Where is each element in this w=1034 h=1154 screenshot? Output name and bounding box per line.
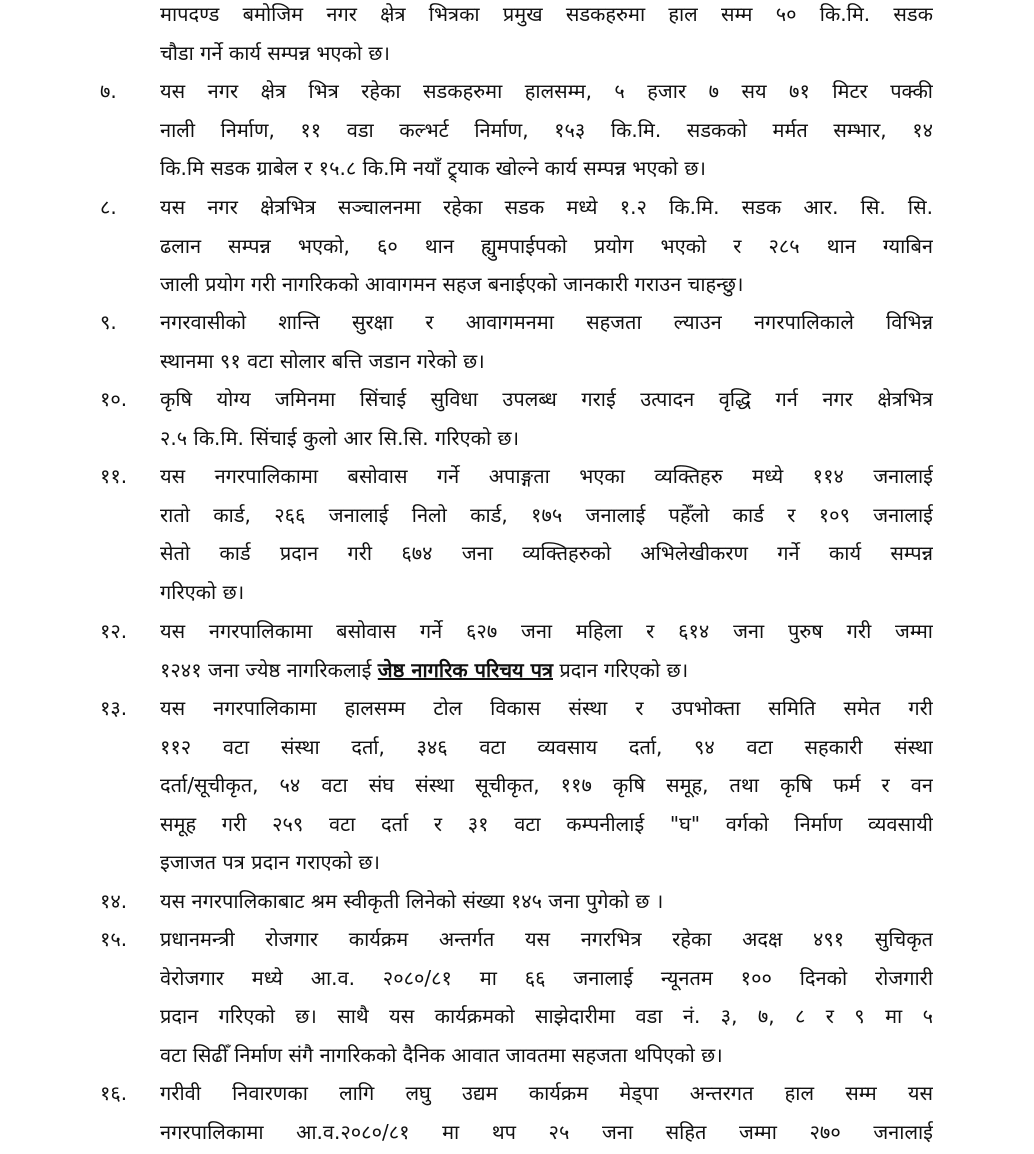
paragraph-text: [160, 1074, 933, 1151]
text-line: नगरपालिकामा आ.व.२०८०/८१ मा थप २५ जना सहित जम्मा २७० जनालाई: [160, 1119, 933, 1144]
paragraph-text: [160, 882, 933, 921]
paragraph-number: १२.: [100, 619, 128, 643]
text-line: २.५ कि.मि. सिंचाई कुलो आर सि.सि. गरिएको छ।: [160, 425, 520, 450]
text-line: प्रधानमन्त्री रोजगार कार्यक्रम अन्तर्गत यस नगरभित्र रहेका अदक्ष ४९१ सुचिकृत: [160, 927, 933, 951]
text-line: नाली निर्माण, ११ वडा कल्भर्ट निर्माण, १५३ कि.मि. सडकको मर्मत सम्भार, १४: [160, 117, 933, 142]
text-line: यस नगरपालिकाबाट श्रम स्वीकृती लिनेको संख्या १४५ जना पुगेको छ ।: [160, 889, 664, 913]
text-line: गरिएको छ।: [160, 579, 245, 604]
paragraph-number: १५.: [100, 927, 128, 951]
paragraph-text: [160, 0, 933, 72]
text-line: नगरवासीको शान्ति सुरक्षा र आवागमनमा सहजता ल्याउन नगरपालिकाले विभिन्न: [160, 310, 933, 334]
paragraph-number: ८.: [100, 195, 117, 219]
paragraph-text: [160, 303, 933, 380]
text-line: मापदण्ड बमोजिम नगर क्षेत्र भित्रका प्रमुख सडकहरुमा हाल सम्म ५० कि.मि. सडक: [160, 2, 933, 26]
text-line: [160, 651, 933, 690]
text-line: यस नगरपालिकामा बसोवास गर्ने ६२७ जना महिला र ६१४ जना पुरुष गरी जम्मा: [160, 619, 933, 643]
paragraph-text: [160, 457, 933, 611]
text-line: जाली प्रयोग गरी नागरिकको आवागमन सहज बनाईएको जानकारी गराउन चाहन्छु।: [160, 272, 744, 296]
senior-citizen-id-card-emphasis: जेष्ठ नागरिक परिचय पत्र: [377, 657, 553, 682]
text-line: ११२ वटा संस्था दर्ता, ३४६ वटा व्यवसाय दर्ता, ९४ वटा सहकारी संस्था: [160, 734, 933, 759]
text-line: स्थानमा ९१ वटा सोलार बत्ति जडान गरेको छ।: [160, 348, 485, 373]
text-line: कृषि योग्य जमिनमा सिंचाई सुविधा उपलब्ध गराई उत्पादन वृद्धि गर्न नगर क्षेत्रभित्र: [160, 387, 933, 411]
text-line: यस नगरपालिकामा बसोवास गर्ने अपाङ्गता भएका व्यक्तिहरु मध्ये ११४ जनालाई: [160, 464, 933, 488]
text-line: प्रदान गरिएको छ। साथै यस कार्यक्रमको साझेदारीमा वडा नं. ३, ७, ८ र ९ मा ५: [160, 1004, 933, 1028]
paragraph-text: [160, 188, 933, 304]
text-line: यस नगर क्षेत्रभित्र सञ्चालनमा रहेका सडक मध्ये १.२ कि.मि. सडक आर. सि. सि.: [160, 195, 933, 219]
text-line: दर्ता/सूचीकृत, ५४ वटा संघ संस्था सूचीकृत, ११७ कृषि समूह, तथा कृषि फर्म र वन: [160, 773, 933, 797]
text-line: वेरोजगार मध्ये आ.व. २०८०/८१ मा ६६ जनालाई न्यूनतम १०० दिनको रोजगारी: [160, 965, 933, 990]
text-line: समूह गरी २५९ वटा दर्ता र ३१ वटा कम्पनीलाई "घ" वर्गको निर्माण व्यवसायी: [160, 811, 933, 836]
paragraph-number: १४.: [100, 889, 128, 913]
text-line: कि.मि सडक ग्राबेल र १५.८ कि.मि नयाँ ट्र्याक खोल्ने कार्य सम्पन्न भएको छ।: [160, 156, 706, 180]
text-line: ढलान सम्पन्न भएको, ६० थान ह्युमपाईपको प्रयोग भएको र २८५ थान ग्याबिन: [160, 233, 933, 258]
paragraph-number: ११.: [100, 464, 128, 488]
paragraph-number: ९.: [100, 310, 117, 334]
paragraph-text: [160, 380, 933, 457]
paragraph-number: १०.: [100, 387, 128, 411]
text-line: इजाजत पत्र प्रदान गराएको छ।: [160, 850, 381, 874]
paragraph-text: [160, 72, 933, 188]
paragraph-text: [160, 920, 933, 1074]
text-line: यस नगरपालिकामा हालसम्म टोल विकास संस्था र उपभोक्ता समिति समेत गरी: [160, 696, 933, 720]
text-line: वटा सिढीँ निर्माण संगै नागरिकको दैनिक आवात जावतमा सहजता थपिएको छ।: [160, 1042, 723, 1067]
text-segment: प्रदान गरिएको छ।: [553, 657, 689, 682]
paragraph-number: १६.: [100, 1081, 128, 1105]
text-line: चौडा गर्ने कार्य सम्पन्न भएको छ।: [160, 40, 390, 65]
paragraph-text: [160, 689, 933, 882]
text-line: गरीवी निवारणका लागि लघु उद्यम कार्यक्रम मेड्पा अन्तरगत हाल सम्म यस: [160, 1081, 933, 1105]
text-line: यस नगर क्षेत्र भित्र रहेका सडकहरुमा हालसम्म, ५ हजार ७ सय ७१ मिटर पक्की: [160, 79, 933, 103]
paragraph-number: १३.: [100, 696, 128, 720]
text-segment: १२४१ जना ज्येष्ठ नागरिकलाई: [160, 657, 378, 682]
paragraph-text: [160, 612, 933, 689]
paragraph-number: ७.: [100, 79, 117, 103]
text-line: रातो कार्ड, २६६ जनालाई निलो कार्ड, १७५ जनालाई पहेँलो कार्ड र १०९ जनालाई: [160, 502, 933, 527]
text-line: सेतो कार्ड प्रदान गरी ६७४ जना व्यक्तिहरुको अभिलेखीकरण गर्ने कार्य सम्पन्न: [160, 541, 933, 565]
